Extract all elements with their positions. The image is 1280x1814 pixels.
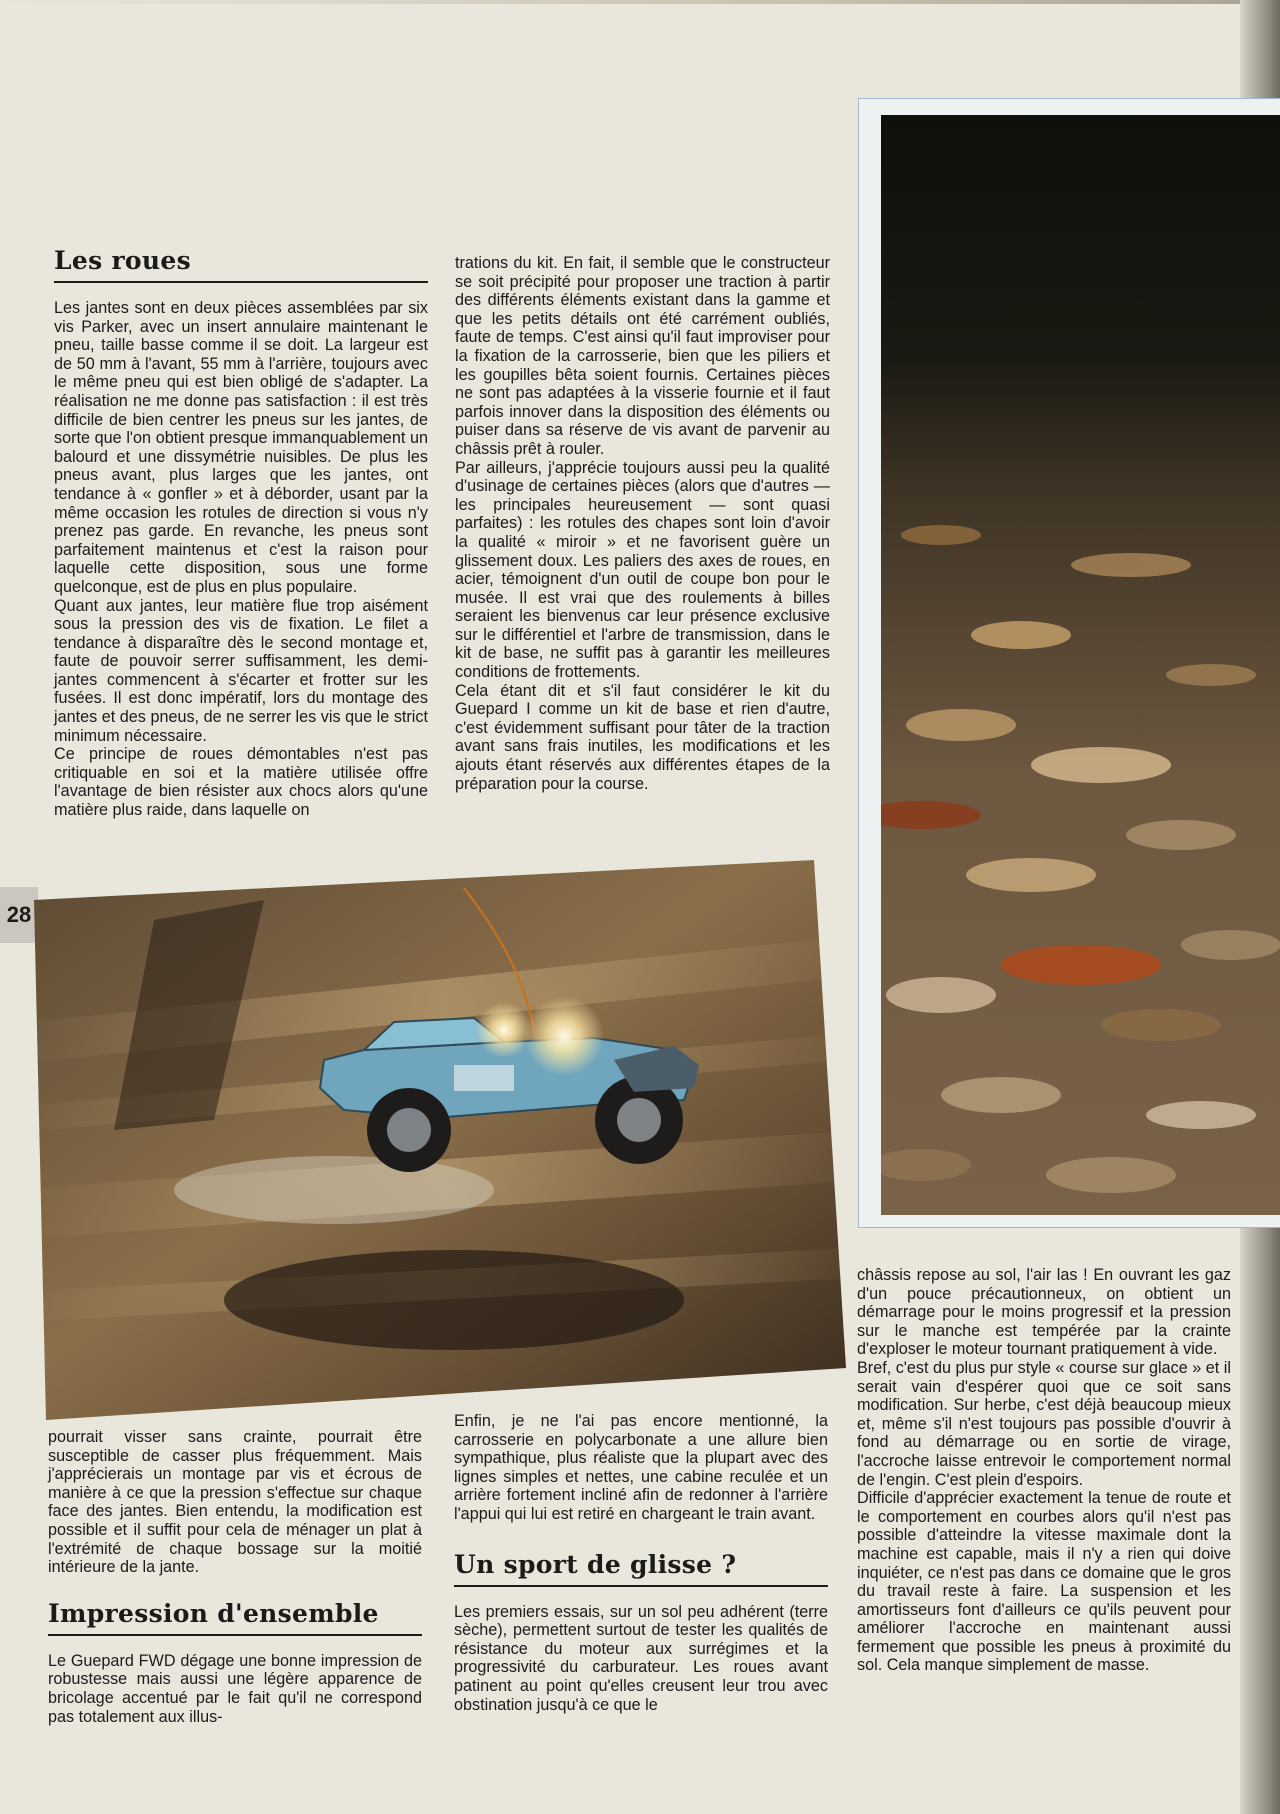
heading-impression-ensemble: Impression d'ensemble <box>48 1599 422 1636</box>
column-3-text: châssis repose au sol, l'air las ! En ouvrant les gaz d'un pouce précautionneux, on obtient un démarrage pour le moins progressif et la pression sur le manche est tempérée par la crainte d'exploser le moteur tournant pratiquement à vide. Bref, c'est du plus pur style « course sur glace » et il serait vain d'espérer quoi que ce soit sans modification. Sur herbe, c'est déjà beaucoup mieux et, même s'il n'est toujours pas possible d'ouvrir à fond au démarrage ou en sortie de virage, l'accroche laisse entrevoir le comportement normal de l'engin. C'est plein d'espoirs. Difficile d'apprécier exactement la tenue de route et le comportement en courbes alors qu'il n'est pas possible d'atteindre la vitesse maximale dont la machine est capable, mais il n'y a rien qui doive inquiéter, ce n'est pas dans ce domaine que le gros du travail reste à faire. La suspension et les amortisseurs font d'ailleurs ce qu'ils peuvent pour améliorer l'accroche en maintenant aussi fermement que possible les pneus à proximité du sol. Cela manque simplement de masse. <box>857 1266 1231 1675</box>
carrosserie-text: Enfin, je ne l'ai pas encore mentionné, la carrosserie en polycarbonate a une allure bien sympathique, plus réaliste que la plupart avec des lignes simples et nettes, une cabine reculée et un arrière fortement incliné afin de redonner à l'arrière l'appui qui lui est retiré en chargeant le train avant. <box>454 1412 828 1523</box>
glisse-text: Les premiers essais, sur un sol peu adhérent (terre sèche), permettent surtout de tester les qualités de résistance du moteur aux surrégimes et la progressivité du carburateur. Les roues avant patinent au point qu'elles creusent leur trou avec obstination jusqu'à ce que le <box>454 1602 828 1714</box>
column-2-top <box>455 254 830 793</box>
rc-car-image <box>34 860 846 1420</box>
roues-text: Les jantes sont en deux pièces assemblées par six vis Parker, avec un insert annulaire maintenant le pneu, taille basse comme il se doit. La largeur est de 50 mm à l'avant, 55 mm à l'arrière, toujours avec le même pneu qui est bien obligé de s'adapter. La réalisation ne me donne pas satisfaction : il est très difficile de bien centrer les pneus sur les jantes, de sorte que l'on obtient presque immanquablement un balourd et une dissymétrie nuisibles. De plus les pneus avant, plus larges que les jantes, ont tendance à « gonfler » et à déborder, usant par la même occasion les rotules de direction si vous n'y prenez pas garde. En revanche, les pneus sont parfaitement maintenus et c'est la raison pour laquelle cette disposition, sous une forme quelconque, est de plus en plus populaire. Quant aux jantes, leur matière flue trop aisément sous la pression des vis de fixation. Le filet a tendance à disparaître dès le second montage et, faute de pouvoir serrer suffisamment, les demi-jantes commencent à s'écarter et frotter sur les fusées. Il est donc impératif, lors du montage des jantes et des pneus, de ne serrer les vis que le strict minimum nécessaire. Ce principe de roues démontables n'est pas critiquable en soi et la matière utilisée offre l'avantage de bien résister aux chocs alors qu'une matière plus raide, dans laquelle on <box>54 299 428 820</box>
column-3 <box>857 1266 1231 1675</box>
column-1-top <box>54 246 428 820</box>
heading-sport-glisse: Un sport de glisse ? <box>454 1550 828 1587</box>
column-2-top-text: trations du kit. En fait, il semble que le constructeur se soit précipité pour proposer une traction à partir des différents éléments existant dans la gamme et que les petits détails ont été carrément oubliés, faute de temps. C'est ainsi qu'il faut improviser pour la fixation de la carrosserie, bien que les piliers et les goupilles bêta soient fournis. Certaines pièces ne sont pas adaptées à la visserie fournie et il faut parfois innover dans la disposition des éléments ou puiser dans sa réserve de vis avant de parvenir au châssis prêt à rouler. Par ailleurs, j'apprécie toujours aussi peu la qualité d'usinage de certaines pièces (alors que d'autres — les principales heureusement — sont quasi parfaites) : les rotules des chapes sont loin d'avoir la qualité « miroir » et ne favorisent guère un glissement doux. Les paliers des axes de roues, en acier, témoignent d'un outil de coupe bon pour le musée. Il est vrai que des roulements à billes seraient les bienvenus car leur présence exclusive sur le différentiel et l'arbre de transmission, dans le kit de base, ne suffit pas à garantir les meilleures conditions de frottements. Cela étant dit et s'il faut considérer le kit du Guepard I comme un kit de base et rien d'autre, c'est évidemment suffisant pour tâter de la traction avant sans frais inutiles, les modifications et les ajouts étant réservés aux différentes étapes de la préparation pour la course. <box>455 254 830 793</box>
page-number: 28 <box>0 887 38 943</box>
impression-text: Le Guepard FWD dégage une bonne impression de robustesse mais aussi une légère apparence de bricolage accentué par le fait qu'il ne correspond pas totalement aux illus- <box>48 1651 422 1726</box>
roues-text-continued: pourrait visser sans crainte, pourrait être susceptible de casser plus fréquemment. Mais j'apprécierais un montage par vis et écrous de manière à ce que la pression s'effectue sur chaque face des jantes. Bien entendu, la modification est possible et il suffit pour cela de ménager un plat à l'extrémité de chaque bossage sur la moitié intérieure de la jante. <box>48 1428 422 1577</box>
page-top-edge <box>0 0 1280 4</box>
photo-rc-car-racing <box>34 860 846 1420</box>
column-1-bottom <box>48 1428 422 1726</box>
leaves-ground-image <box>881 115 1280 1215</box>
column-2-bottom <box>454 1412 828 1714</box>
heading-les-roues: Les roues <box>54 246 428 283</box>
photo-leaves-frame <box>858 98 1280 1228</box>
